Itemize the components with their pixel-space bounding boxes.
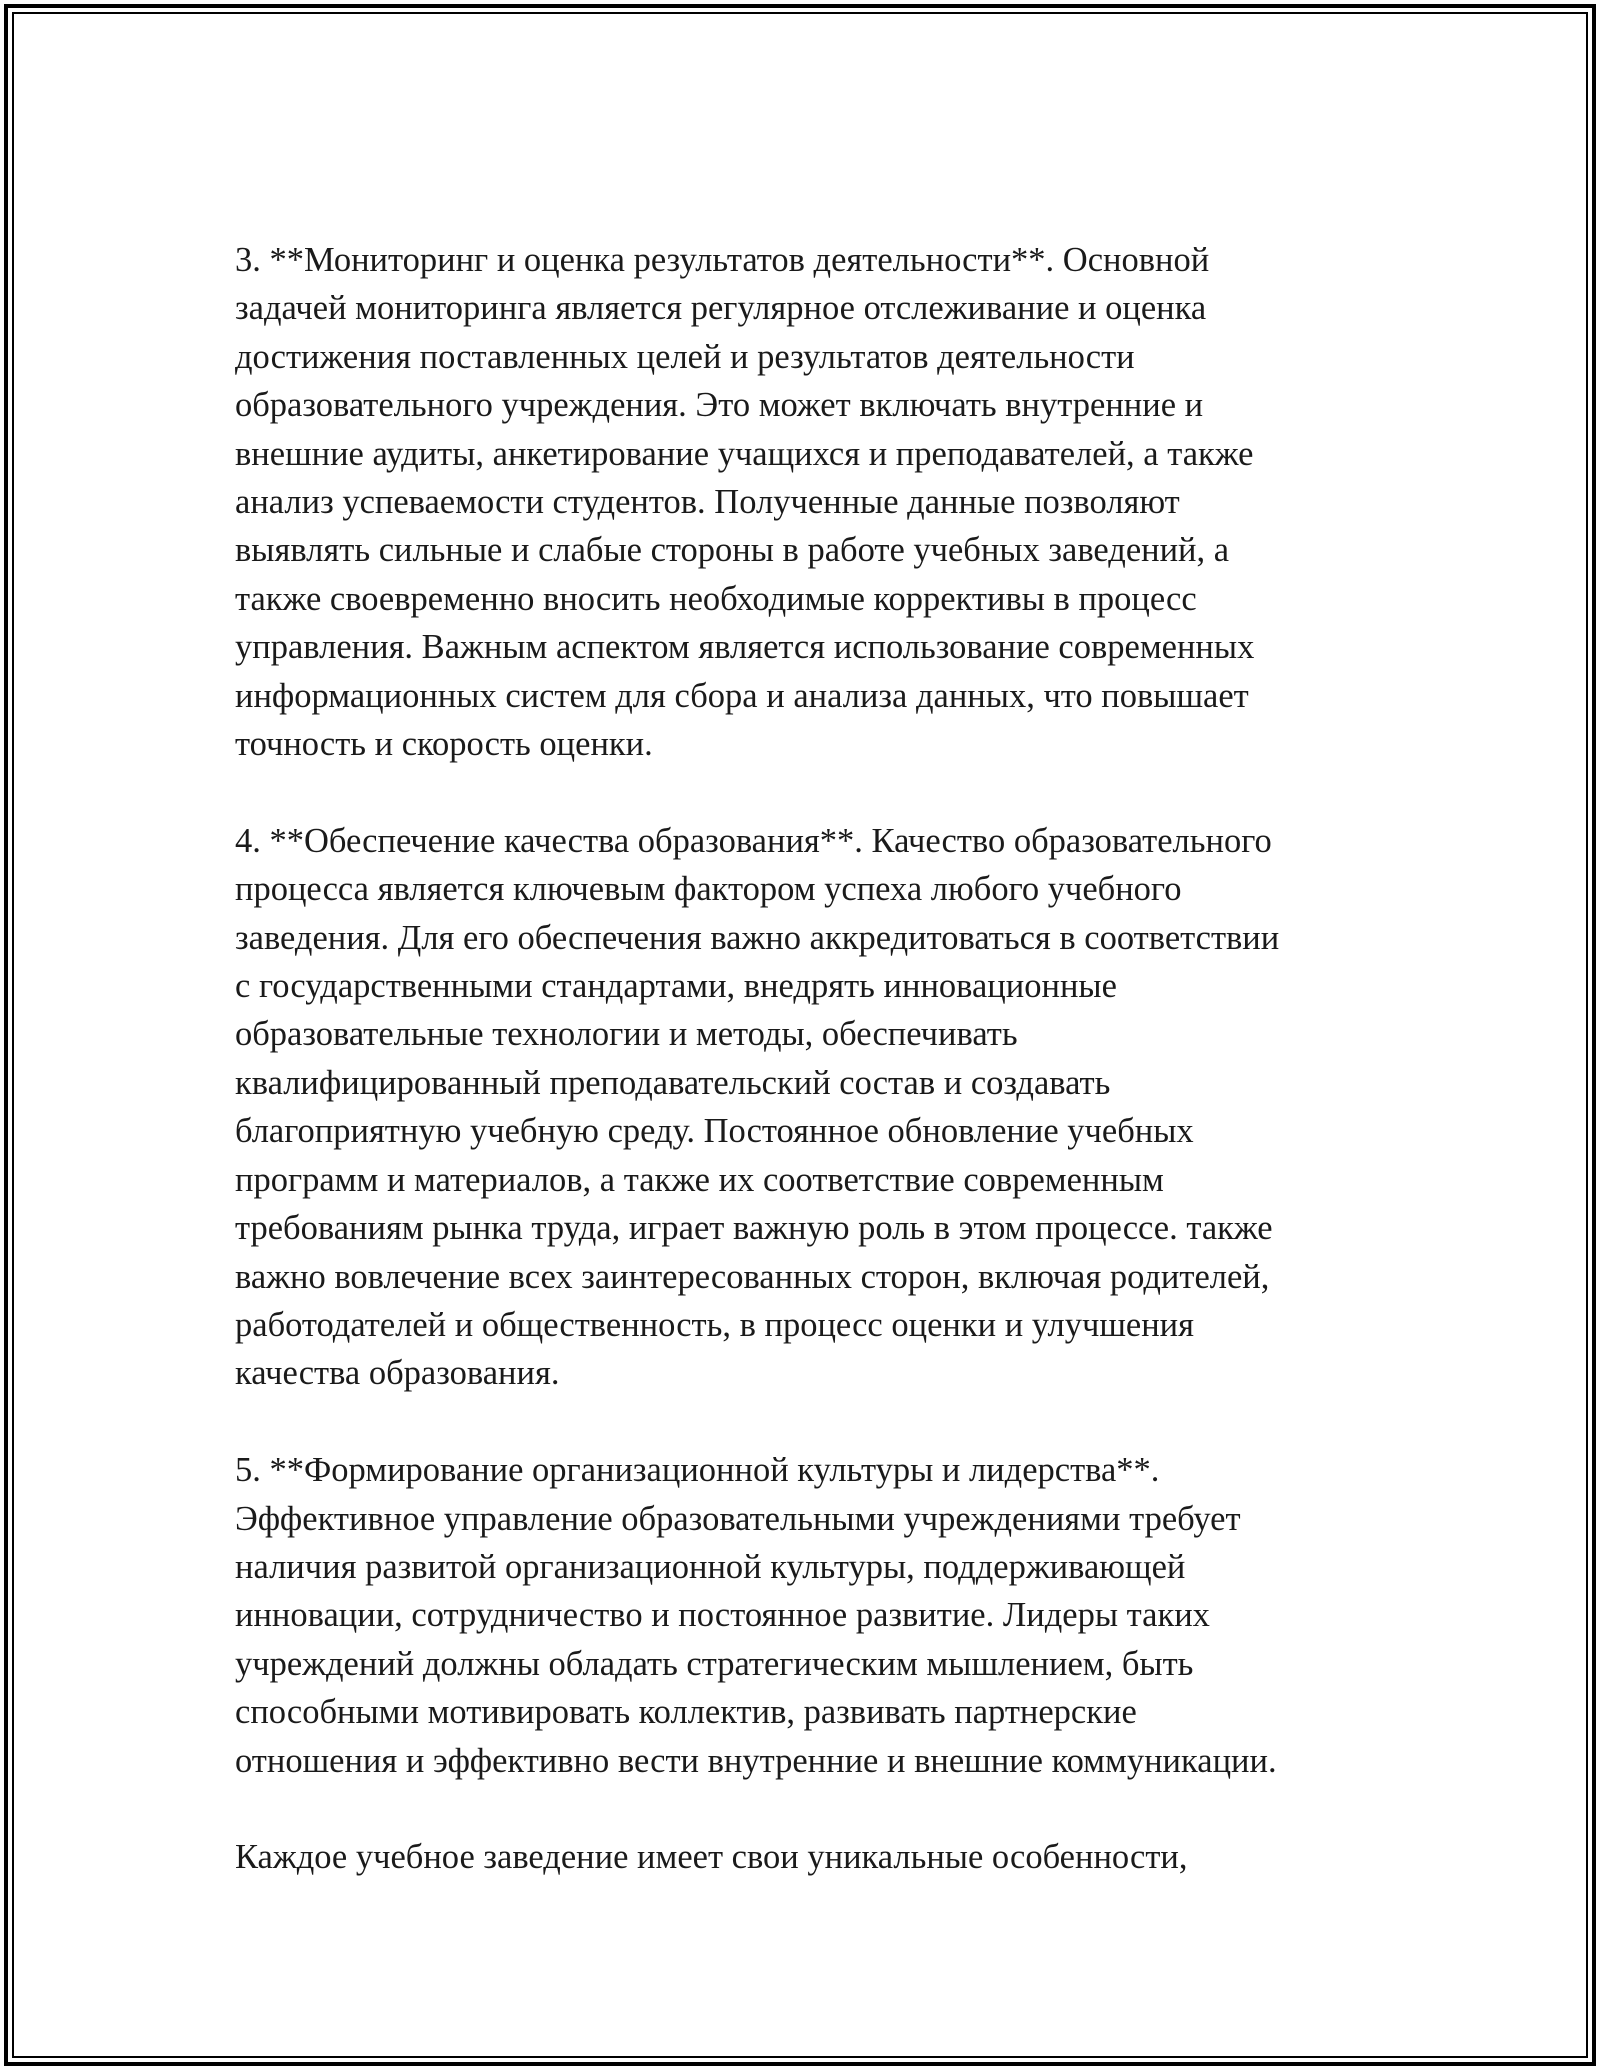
paragraph-closing: Каждое учебное заведение имеет свои уникальные особенности, [235,1838,1188,1877]
paragraph-organizational-culture: 5. **Формирование организационной культуры и лидерства**. Эффективное управление образовательными учреждениями требует наличия развитой организационной культуры, поддерживающей инновации, сотрудничество и постоянное развитие. Лидеры таких учреждений должны обладать стратегическим мышлением, быть способными мотивировать коллектив, развивать партнерские отношения и эффективно вести внутренние и внешние коммуникации. [235,1451,1277,1780]
document-body [235,236,1360,1930]
paragraph-monitoring: 3. **Мониторинг и оценка результатов деятельности**. Основной задачей мониторинга является регулярное отслеживание и оценка достижения поставленных целей и результатов деятельности образовательного учреждения. Это может включать внутренние и внешние аудиты, анкетирование учащихся и преподавателей, а также анализ успеваемости студентов. Полученные данные позволяют выявлять сильные и слабые стороны в работе учебных заведений, а также своевременно вносить необходимые коррективы в процесс управления. Важным аспектом является использование современных информационных систем для сбора и анализа данных, что повышает точность и скорость оценки. [235,241,1255,764]
paragraph-quality-assurance: 4. **Обеспечение качества образования**. Качество образовательного процесса является ключевым фактором успеха любого учебного заведения. Для его обеспечения важно аккредитоваться в соответствии с государственными стандартами, внедрять инновационные образовательные технологии и методы, обеспечивать квалифицированный преподавательский состав и создавать благоприятную учебную среду. Постоянное обновление учебных программ и материалов, а также их соответствие современным требованиям рынка труда, играет важную роль в этом процессе. также важно вовлечение всех заинтересованных сторон, включая родителей, работодателей и общественность, в процесс оценки и улучшения качества образования. [235,821,1280,1393]
